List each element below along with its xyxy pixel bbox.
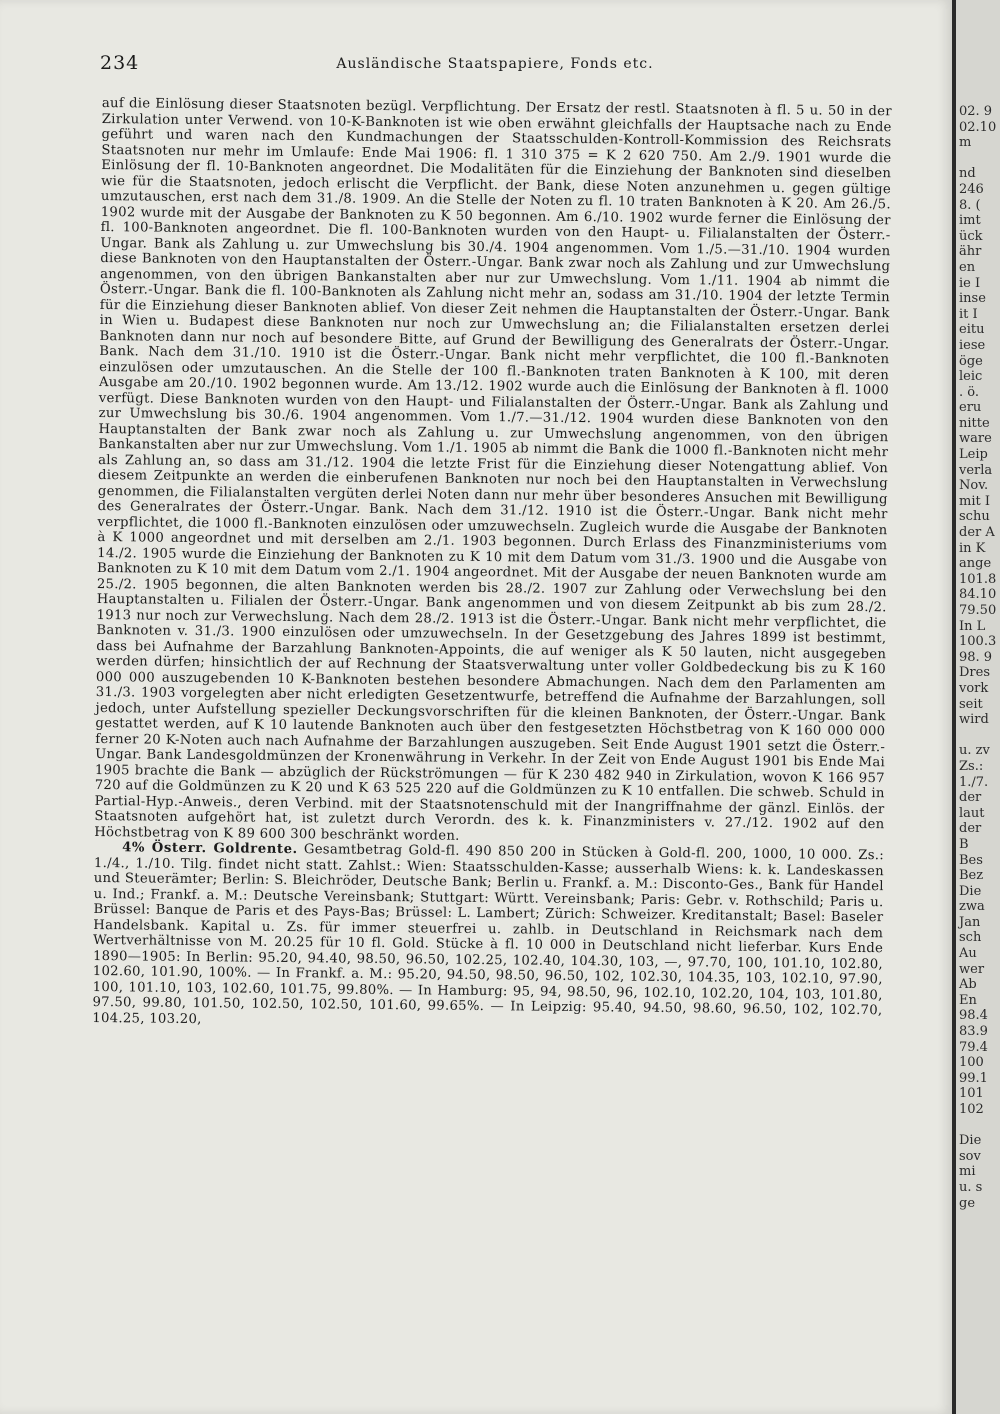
paragraph-banknotes: auf die Einlösung dieser Staatsnoten bezügl. Verpflichtung. Der Ersatz der restl. Staatsnoten à fl. 5 u. 50 in der Zirkulation unter Verwend. von 10-K-Banknoten ist wie oben erwähnt gleichfalls der Hauptsache nach zu Ende geführt und waren nach den Kundmachungen der Staatsschulden-Kontroll-Kommission des Reichsrats Staatsnoten nur mehr im Umlaufe: Ende Mai 1906: fl. 1 310 375 = K 2 620 750. Am 2./9. 1901 wurde die Einlösung der fl. 10-Banknoten angeordnet. Die Modalitäten für die Einziehung der Banknoten sind dieselben wie für die Staatsnoten, jedoch erlischt die Verpflicht. der Bank, diese Noten anzunehmen u. gegen gültige umzutauschen, erst nach dem 31./8. 1909. An die Stelle der Noten zu fl. 10 traten Banknoten à K 20. Am 26./5. 1902 wurde mit der Ausgabe der Banknoten zu K 50 begonnen. Am 6./10. 1902 wurde ferner die Einlösung der fl. 100-Banknoten angeordnet. Die fl. 100-Banknoten wurden von den Haupt- u. Filialanstalten der Österr.-Ungar. Bank als Zahlung u. zur Umwechslung bis 30./4. 1904 angenommen. Vom 1./5.—31./10. 1904 wurden diese Banknoten von den Hauptanstalten der Österr.-Ungar. Bank zwar noch als Zahlung und zur Umwechslung angenommen, von den übrigen Bankanstalten aber nur zur Umwechslung. Vom 1./11. 1904 ab nimmt die Österr.-Ungar. Bank die fl. 100-Banknoten als Zahlung nicht mehr an, sodass am 31./10. 1904 der letzte Termin für die Einziehung dieser Banknoten ablief. Von dieser Zeit nehmen die Hauptanstalten der Österr.-Ungar. Bank in Wien u. Budapest diese Banknoten nur noch zur Umwechslung an; die Filialanstalten ersetzen derlei Banknoten dann nur noch auf besondere Bitte, auf Grund der Bewilligung des Generalrats der Österr.-Ungar. Bank. Nach dem 31./10. 1910 ist die Österr.-Ungar. Bank nicht mehr verpflichtet, die 100 fl.-Banknoten einzulösen oder umzutauschen. An die Stelle der 100 fl.-Banknoten traten Banknoten à K 100, mit deren Ausgabe am 20./10. 1902 begonnen wurde. Am 13./12. 1902 wurde auch die Einlösung der Banknoten à fl. 1000 verfügt. Diese Banknoten wurden von den Haupt- und Filialanstalten der Österr.-Ungar. Bank als Zahlung und zur Umwechslung bis 30./6. 1904 angenommen. Vom 1./7.—31./12. 1904 wurden diese Banknoten von den Hauptanstalten der Bank zwar noch als Zahlung u. zur Umwechslung angenommen, von den übrigen Bankanstalten aber nur zur Umwechslung. Vom 1./1. 1905 ab nimmt die Bank die 1000 fl.-Banknoten nicht mehr als Zahlung an, so dass am 31./12. 1904 die letzte Frist für die Einziehung dieser Notengattung ablief. Von diesem Zeitpunkte an werden die einberufenen Banknoten nur noch bei den Hauptanstalten in Verwechslung genommen, die Filialanstalten vergüten derlei Noten dann nur mehr über besonderes Ansuchen mit Bewilligung des Generalrates der Österr.-Ungar. Bank. Nach dem 31./12. 1910 ist die Österr.-Ungar. Bank nicht mehr verpflichtet, die 1000 fl.-Banknoten einzulösen oder umzuwechseln. Zugleich wurde die Ausgabe der Banknoten à K 1000 angeordnet und mit derselben am 2./1. 1903 begonnen. Durch Erlass des Finanzministeriums vom 14./2. 1905 wurde die Einziehung der Banknoten zu K 10 mit dem Datum vom 31./3. 1900 und die Ausgabe von Banknoten zu K 10 mit dem Datum vom 2./1. 1904 angeordnet. Mit der Ausgabe der neuen Banknoten wurde am 25./2. 1905 begonnen, die alten Banknoten werden bis 28./2. 1907 zur Zahlung oder Verwechslung bei den Hauptanstalten u. Filialen der Österr.-Ungar. Bank angenommen und von diesem Zeitpunkt ab bis zum 28./2. 1913 nur noch zur Verwechslung. Nach dem 28./2. 1913 ist die Österr.-Ungar. Bank nicht mehr verpflichtet, die Banknoten v. 31./3. 1900 einzulösen oder umzuwechseln. In der Gesetzgebung des Jahres 1899 ist bestimmt, dass bei Aufnahme der Barzahlung Banknoten-Appoints, die auf weniger als K 50 lauten, nicht ausgegeben werden dürfen; hinsichtlich der auf Rechnung der Staatsverwaltung unter voller Goldbedeckung bis zu K 160 000 000 auszugebenden 10 K-Banknoten bestehen besondere Abmachungen. Nach dem den Parlamenten am 31./3. 1903 vorgelegten aber nicht erledigten Gesetzentwurfe, betreffend die Aufnahme der Barzahlungen, soll jedoch, unter Aufstellung spezieller Deckungsvorschriften für die kleinen Banknoten, der Österr.-Ungar. Bank gestattet werden, auf K 10 lautende Banknoten auch über den festgesetzten Höchstbetrag von K 160 000 000 ferner 20 K-Noten auch nach Aufnahme der Barzahlungen auszugeben. Seit Ende August 1901 setzt die Österr.-Ungar. Bank Landesgoldmünzen der Kronenwährung in Verkehr. In der Zeit von Ende August 1901 bis Ende Mai 1905 brachte die Bank — abzüglich der Rückströmungen — für K 230 482 940 in Zirkulation, wovon K 166 957 720 auf die Goldmünzen zu K 20 und K 63 525 220 auf die Goldmünzen zu K 10 entfallen. Die schweb. Schuld in Partial-Hyp.-Anweis., deren Verbind. mit der Staatsnotenschuld mit der Inangriffnahme der gänzl. Einlös. der Staatsnoten aufgehört hat, ist zuletzt durch Verordn. des k. k. Finanzministers v. 27./12. 1902 auf den Höchstbetrag von K 89 600 300 beschränkt worden. [94, 96, 892, 844]
page-number: 234 [100, 52, 140, 74]
page-header [100, 52, 890, 82]
running-title: Ausländische Staatspapiere, Fonds etc. [336, 56, 654, 72]
body-text [92, 96, 892, 1034]
adjacent-page-fragments: 02. 9 02.10 m nd 246 8. ( imt ück ähr en ie I inse it I eitu iese öge leic . ö. eru nitte ware Leip verla Nov. mit I schu der A in K ange 101.8 84.10 79.50 In L 100.3 98. 9 Dres vork seit wird u. zv Zs.: 1./7. der laut der B Bes Bez Die zwa Jan sch Au wer Ab En 98.4 83.9 79.4 100 99.1 101 102 Die sov mi u. s ge [959, 104, 997, 1211]
entry-text-goldrente: Gesamtbetrag Gold-fl. 490 850 200 in Stücken à Gold-fl. 200, 1000, 10 000. Zs.: 1./4., 1./10. Tilg. findet nicht statt. Zahlst.: Wien: Staatsschulden-Kasse; ausserhalb Wiens: k. k. Landeskassen und Steuerämter; Berlin: S. Bleichröder, Deutsche Bank; Berlin u. Frankf. a. M.: Disconto-Ges., Bank für Handel u. Ind.; Frankf. a. M.: Deutsche Vereinsbank; Stuttgart: Württ. Vereinsbank; Paris: Gebr. v. Rothschild; Paris u. Brüssel: Banque de Paris et des Pays-Bas; Brüssel: L. Lambert; Zürich: Schweizer. Kreditanstalt; Basel: Baseler Handelsbank. Kapital u. Zs. für immer steuerfrei u. zahlb. in Deutschland in Reichsmark nach dem Wertverhältnisse von M. 20.25 für 10 fl. Gold. Stücke à fl. 10 000 in Deutschland nicht lieferbar. Kurs Ende 1890—1905: In Berlin: 95.20, 94.40, 98.50, 96.50, 102.25, 102.40, 104.30, 103, —, 97.70, 100, 101.10, 102.80, 102.60, 101.90, 100%. — In Frankf. a. M.: 95.20, 94.50, 98.50, 96.50, 102, 102.30, 104.35, 103, 102.10, 97.90, 100, 101.10, 103, 102.60, 101.75, 99.80%. — In Hamburg: 95, 94, 98.50, 96, 102.10, 102.20, 104, 103, 101.80, 97.50, 99.80, 101.50, 102.50, 102.50, 101.60, 99.65%. — In Leipzig: 95.40, 94.50, 98.60, 96.50, 102, 102.70, 104.25, 103.20, [92, 842, 885, 1027]
paragraph-goldrente [92, 840, 884, 1034]
adjacent-page-edge [952, 0, 1000, 1414]
entry-title-goldrente: 4% Österr. Goldrente. [122, 840, 298, 858]
